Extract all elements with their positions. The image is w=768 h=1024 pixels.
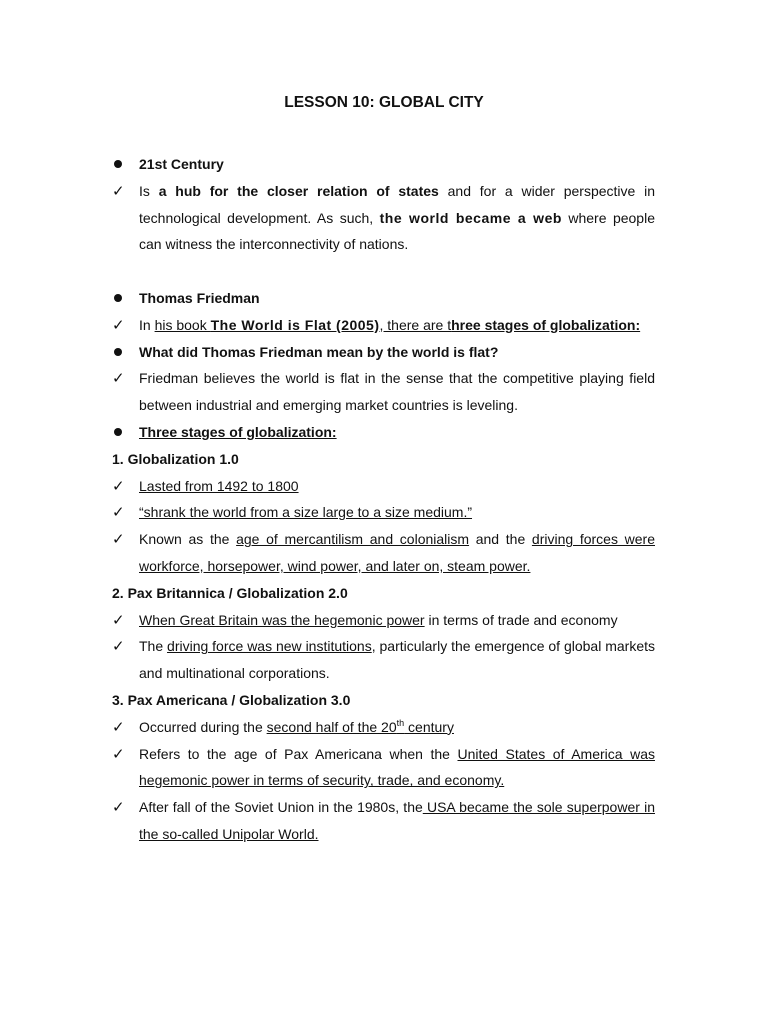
check-mark-icon: ✓ (112, 181, 125, 200)
text-span: Known as the (139, 531, 237, 548)
text-span: where people can witness the interconnectivity of nations. (139, 209, 655, 253)
text-span: After fall of the Soviet Union in the 1980s, the (139, 799, 423, 816)
check-mark-icon: ✓ (112, 637, 125, 656)
underlined-span: , there are t (379, 316, 452, 333)
spacer (112, 258, 655, 285)
bullet-heading-21st-century (112, 151, 655, 178)
bold-span: the world became a web (379, 209, 562, 226)
question-text: What did Thomas Friedman mean by the world is flat? (139, 343, 499, 360)
underlined-span: Lasted from 1492 to 1800 (139, 477, 299, 494)
text-span: Refers to the age of Pax Americana when the (139, 745, 458, 762)
text-span: century (404, 718, 454, 735)
check-mark-icon: ✓ (112, 744, 125, 763)
check-mark-icon: ✓ (112, 610, 125, 629)
text-span: Occurred during the (139, 718, 267, 735)
check-mark-icon: ✓ (112, 798, 125, 817)
bullet-heading-friedman (112, 285, 655, 312)
check-mark-icon: ✓ (112, 503, 125, 522)
underlined-span: driving forces were workforce, horsepower, wind power, and later on, steam power. (139, 531, 655, 574)
underlined-span (267, 719, 454, 735)
underlined-span: age of mercantilism and colonialism (236, 531, 470, 548)
text-span: The (139, 638, 168, 655)
heading-text: Three stages of globalization: (139, 423, 337, 440)
text-span: in terms of trade and economy (424, 611, 618, 628)
bold-underlined-span: hree stages of globalization: (451, 316, 641, 333)
bold-span: a hub for the closer relation of states (158, 182, 439, 199)
underlined-span: When Great Britain was the hegemonic power (139, 611, 425, 628)
underlined-span: driving force was new institutions (167, 638, 372, 655)
text-span: second half of the 20 (266, 718, 397, 735)
underlined-span: USA became the sole superpower in the so-called Unipolar World. (139, 799, 655, 842)
check-item-hub (112, 178, 655, 258)
check-item-known (112, 526, 655, 580)
check-mark-icon: ✓ (112, 530, 125, 549)
check-item-refers (112, 741, 655, 795)
check-mark-icon: ✓ (112, 476, 125, 495)
underlined-span: his book (154, 316, 211, 333)
check-item-driving-force (112, 633, 655, 687)
check-item-occurred (112, 714, 655, 741)
heading-globalization-3: 3. Pax Americana / Globalization 3.0 (112, 691, 351, 708)
check-item-quote (112, 499, 655, 526)
check-mark-icon: ✓ (112, 369, 125, 388)
bold-underlined-span: The World is Flat (2005) (210, 316, 380, 333)
check-item-lasted (112, 473, 655, 500)
check-item-after-fall (112, 794, 655, 848)
superscript: th (396, 717, 405, 728)
check-item-book (112, 312, 655, 339)
text-span: , particularly the emergence of global markets and multinational corporations. (139, 638, 656, 682)
page-title: LESSON 10: GLOBAL CITY (284, 94, 484, 111)
underlined-span: United States of America was hegemonic power in terms of security, trade, and economy. (139, 745, 655, 789)
text-span: In (139, 316, 155, 333)
heading-text: 21st Century (139, 156, 224, 172)
heading-globalization-2: 2. Pax Britannica / Globalization 2.0 (112, 584, 348, 601)
check-item-britain (112, 607, 655, 634)
bullet-three-stages (112, 419, 655, 446)
text-span: Is (139, 182, 159, 199)
check-mark-icon: ✓ (112, 315, 125, 334)
check-mark-icon: ✓ (112, 717, 125, 736)
answer-text: Friedman believes the world is flat in the sense that the competitive playing field between industrial and emerging market countries is leveling. (139, 370, 655, 414)
text-span: and the (469, 531, 532, 548)
heading-text: Thomas Friedman (139, 289, 260, 306)
lesson-content (112, 151, 655, 848)
bullet-question (112, 339, 655, 366)
heading-globalization-1: 1. Globalization 1.0 (112, 450, 239, 467)
check-item-answer (112, 365, 655, 419)
underlined-span: “shrank the world from a size large to a size medium.” (139, 504, 473, 521)
text-span: and for a wider perspective in technological development. As such, (139, 182, 656, 226)
